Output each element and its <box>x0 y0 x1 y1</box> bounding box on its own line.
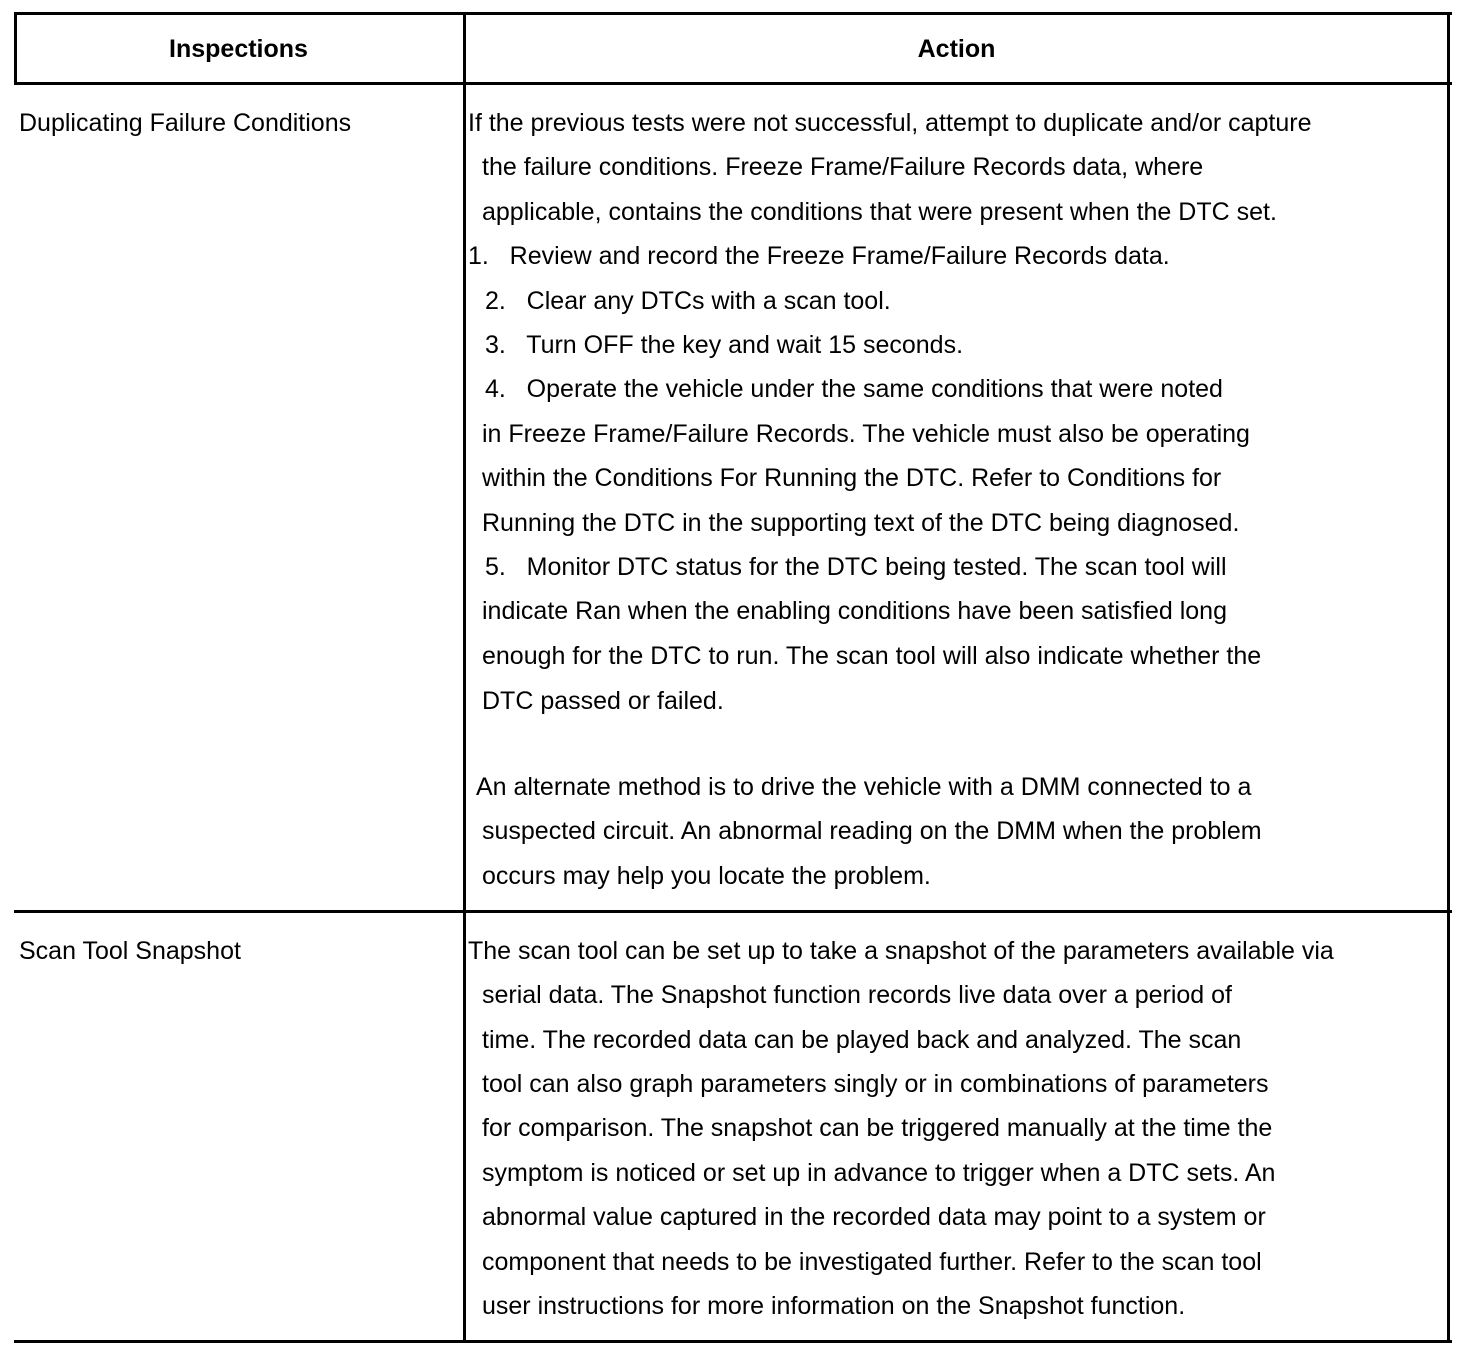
action-line: 4. Operate the vehicle under the same conditions that were noted <box>485 375 1223 403</box>
action-line: the failure conditions. Freeze Frame/Failure Records data, where <box>482 153 1204 181</box>
action-line: abnormal value captured in the recorded data may point to a system or <box>482 1203 1266 1231</box>
table-bottom-border <box>14 1340 1452 1343</box>
action-line: An alternate method is to drive the vehicle with a DMM connected to a <box>476 773 1252 801</box>
action-line: 1. Review and record the Freeze Frame/Failure Records data. <box>468 242 1170 270</box>
action-line: 3. Turn OFF the key and wait 15 seconds. <box>485 331 964 359</box>
action-line: applicable, contains the conditions that were present when the DTC set. <box>482 198 1277 226</box>
action-line: tool can also graph parameters singly or in combinations of parameters <box>482 1070 1269 1098</box>
action-line: Running the DTC in the supporting text of the DTC being diagnosed. <box>482 509 1240 537</box>
row-1-inspection: Duplicating Failure Conditions <box>19 109 352 137</box>
row-2-inspection: Scan Tool Snapshot <box>19 937 241 965</box>
action-line: enough for the DTC to run. The scan tool will also indicate whether the <box>482 642 1262 670</box>
action-line: The scan tool can be set up to take a snapshot of the parameters available via <box>468 937 1334 965</box>
action-line: serial data. The Snapshot function records live data over a period of <box>482 981 1232 1009</box>
action-line: in Freeze Frame/Failure Records. The vehicle must also be operating <box>482 420 1250 448</box>
column-divider <box>463 12 466 1343</box>
table-right-border <box>1447 12 1450 1343</box>
header-inspections: Inspections <box>169 35 308 63</box>
action-line: indicate Ran when the enabling conditions have been satisfied long <box>482 597 1227 625</box>
header-action: Action <box>917 35 996 63</box>
row-divider <box>14 910 1452 913</box>
action-line: time. The recorded data can be played back and analyzed. The scan <box>482 1026 1242 1054</box>
action-line: suspected circuit. An abnormal reading on the DMM when the problem <box>482 817 1262 845</box>
action-line: occurs may help you locate the problem. <box>482 862 931 890</box>
action-line: If the previous tests were not successful, attempt to duplicate and/or capture <box>468 109 1312 137</box>
action-line: DTC passed or failed. <box>482 687 724 715</box>
action-line: user instructions for more information on the Snapshot function. <box>482 1292 1186 1320</box>
action-line: symptom is noticed or set up in advance to trigger when a DTC sets. An <box>482 1159 1276 1187</box>
action-line: within the Conditions For Running the DTC. Refer to Conditions for <box>482 464 1222 492</box>
action-line: 5. Monitor DTC status for the DTC being tested. The scan tool will <box>485 553 1227 581</box>
header-bottom-border <box>14 82 1452 85</box>
action-line: for comparison. The snapshot can be triggered manually at the time the <box>482 1114 1273 1142</box>
action-line: component that needs to be investigated further. Refer to the scan tool <box>482 1248 1262 1276</box>
action-line: 2. Clear any DTCs with a scan tool. <box>485 287 891 315</box>
table-top-border <box>14 12 1452 15</box>
